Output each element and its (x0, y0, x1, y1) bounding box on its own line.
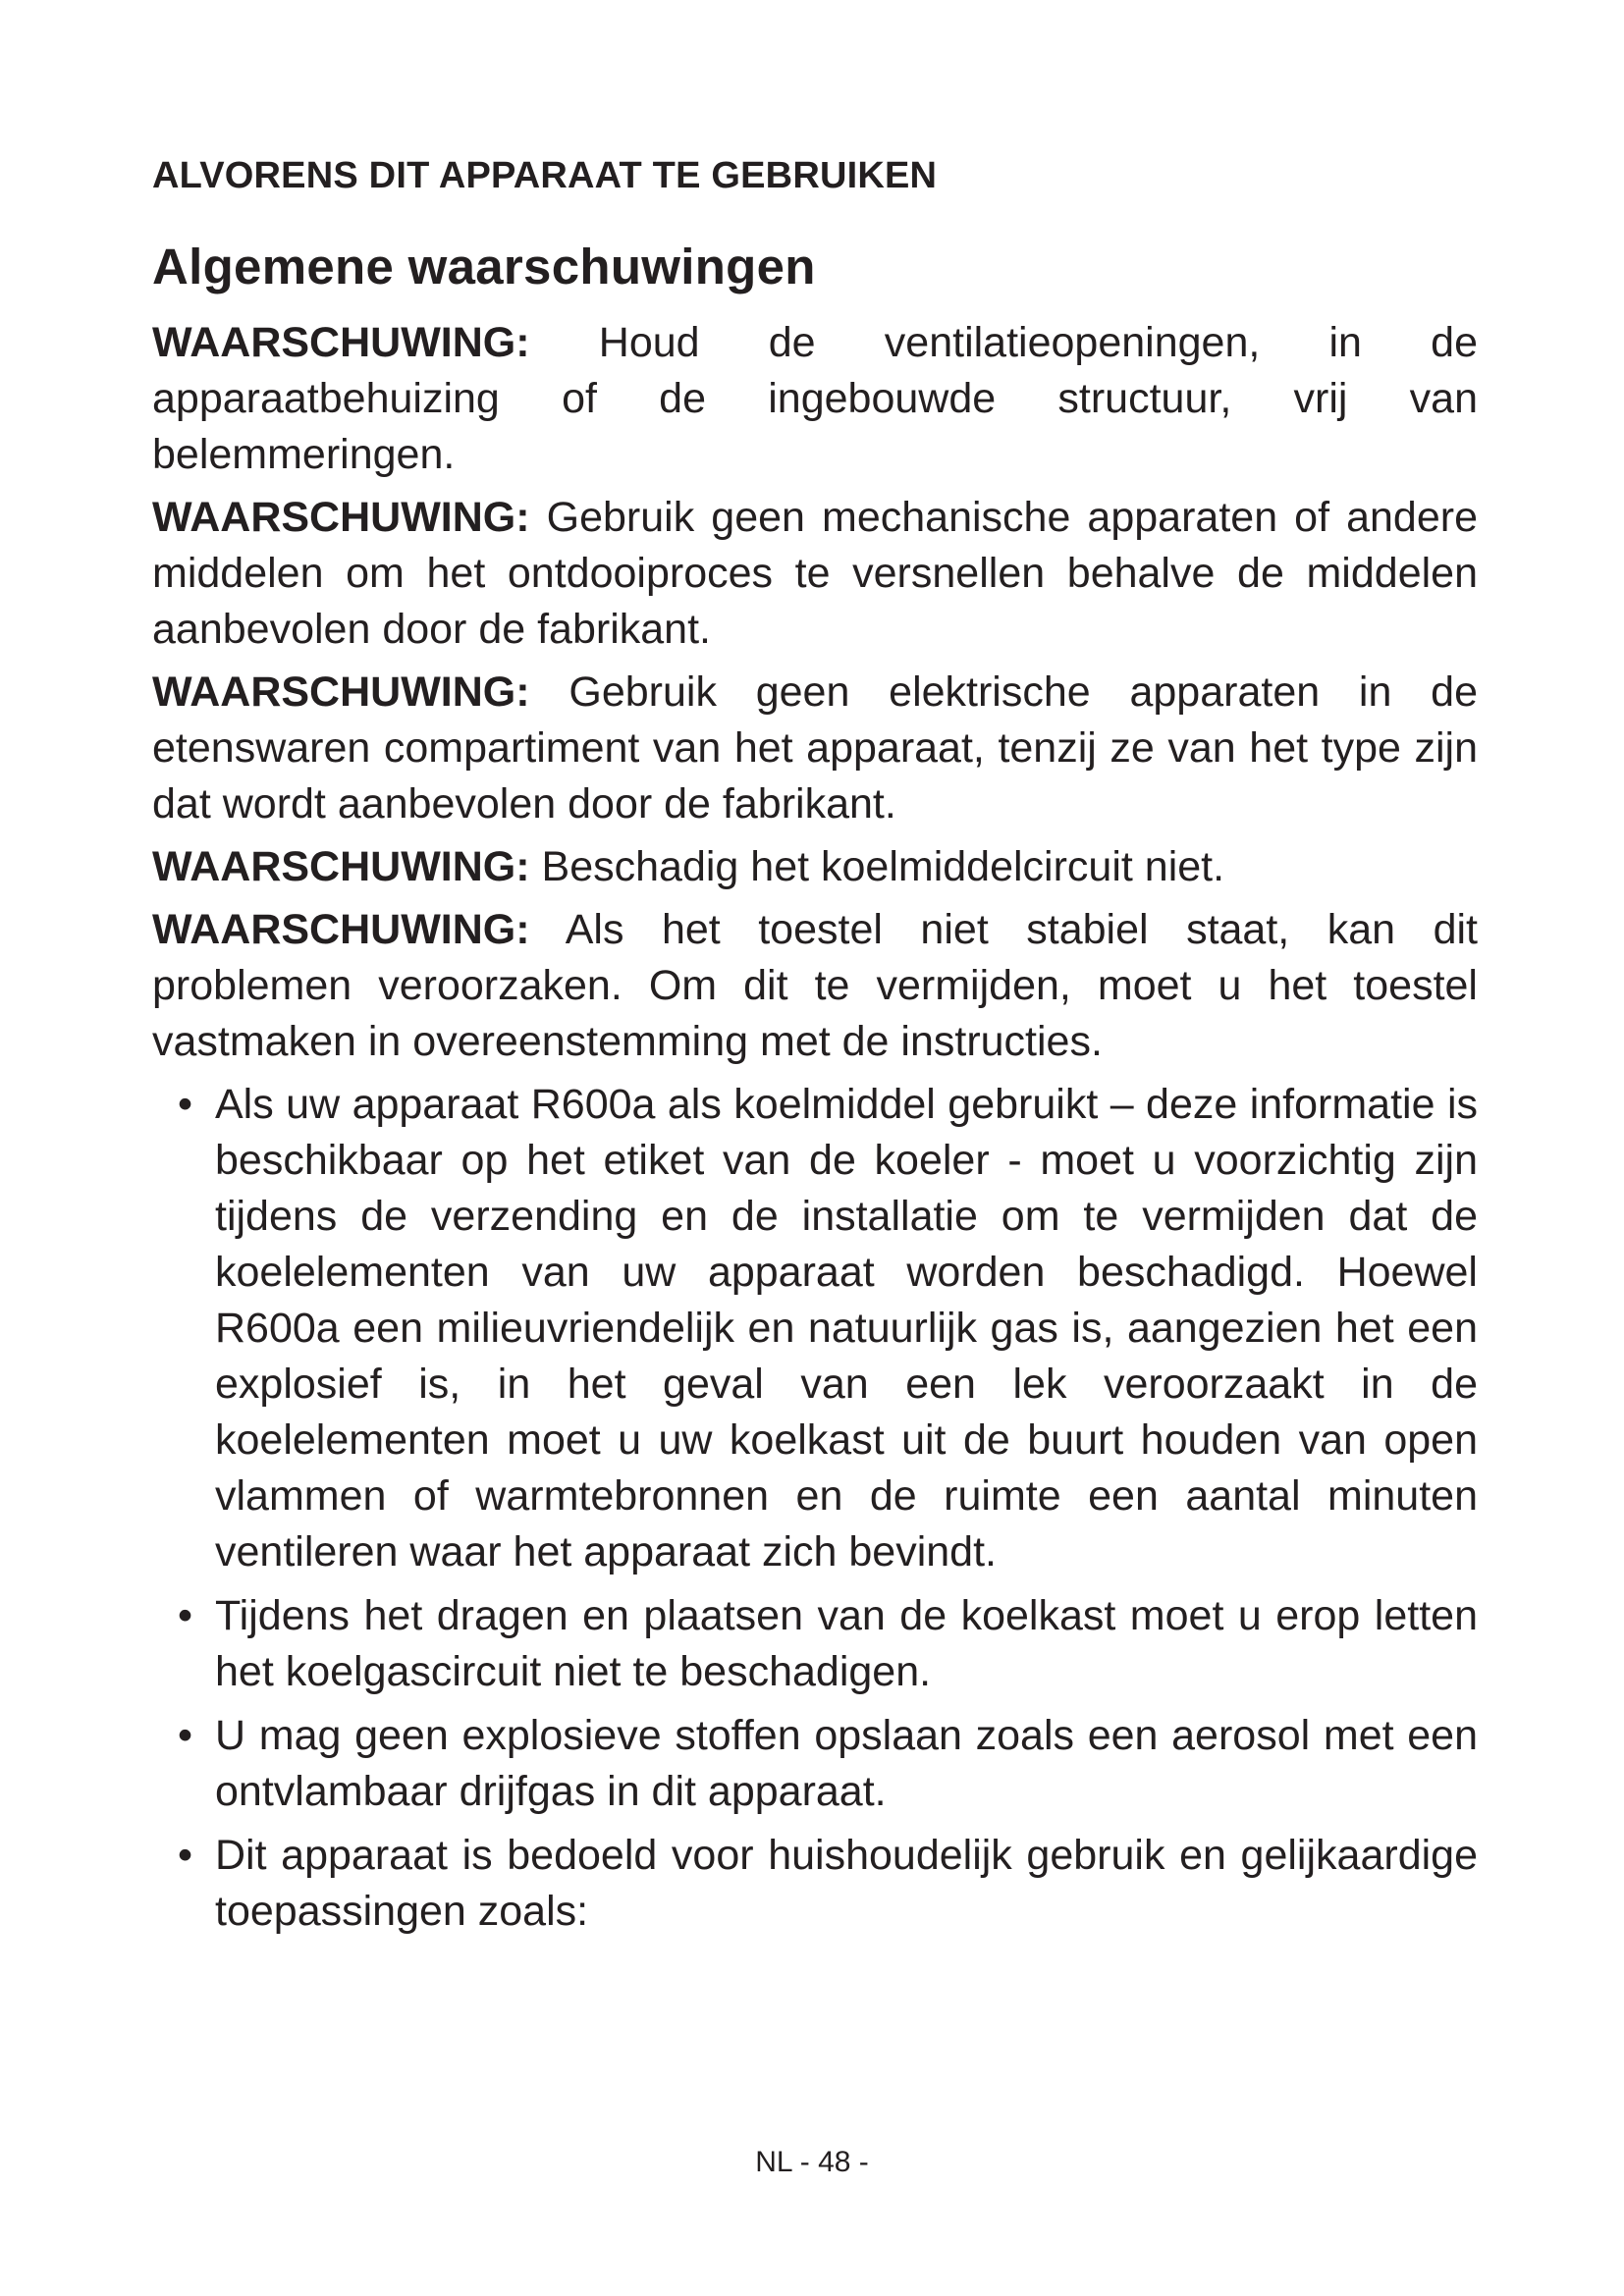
warning-text: Als het toestel niet stabiel staat, kan dit problemen veroorzaken. Om dit te vermijden, moet u het toestel vastmaken in overeenstemming met de instructies. (152, 906, 1478, 1065)
bullet-item (178, 1588, 1478, 1700)
bullet-text: Tijdens het dragen en plaatsen van de koelkast moet u erop letten het koelgascircuit niet te beschadigen. (215, 1592, 1478, 1695)
bullet-icon: • (178, 1712, 193, 1759)
warning-label: WAARSCHUWING: (152, 668, 530, 716)
page-number: NL - 48 - (755, 2146, 869, 2178)
bullet-icon: • (178, 1832, 193, 1879)
warning-text: Gebruik geen mechanische apparaten of andere middelen om het ontdooiproces te versnellen behalve de middelen aanbevolen door de fabrikant. (152, 494, 1478, 653)
bullet-item (178, 1077, 1478, 1580)
bullet-icon: • (178, 1592, 193, 1639)
bullet-icon: • (178, 1081, 193, 1128)
warning-paragraph (152, 490, 1478, 658)
warning-label: WAARSCHUWING: (152, 319, 530, 366)
bullet-list (152, 1077, 1478, 1940)
warning-paragraph (152, 315, 1478, 483)
bullet-item (178, 1828, 1478, 1940)
warning-label: WAARSCHUWING: (152, 494, 530, 541)
bullet-text: Dit apparaat is bedoeld voor huishoudelijk gebruik en gelijkaardige toepassingen zoals: (215, 1832, 1478, 1935)
warning-paragraph (152, 839, 1478, 895)
warning-paragraph (152, 665, 1478, 832)
bullet-text: U mag geen explosieve stoffen opslaan zoals een aerosol met een ontvlambaar drijfgas in dit apparaat. (215, 1712, 1478, 1815)
bullet-item (178, 1708, 1478, 1820)
warning-text: Gebruik geen elektrische apparaten in de etenswaren compartiment van het apparaat, tenzij ze van het type zijn dat wordt aanbevolen door de fabrikant. (152, 668, 1479, 828)
section-title: ALVORENS DIT APPARAAT TE GEBRUIKEN (152, 155, 938, 196)
warning-text: Beschadig het koelmiddelcircuit niet. (541, 843, 1225, 890)
document-page (152, 157, 1478, 1948)
warning-label: WAARSCHUWING: (152, 906, 530, 953)
bullet-text: Als uw apparaat R600a als koelmiddel gebruikt – deze informatie is beschikbaar op het etiket van de koeler - moet u voorzichtig zijn tijdens de verzending en de installatie om te vermijden dat de koelelementen van uw apparaat worden beschadigd. Hoewel R600a een milieuvriendelijk en natuurlijk gas is, aangezien het een explosief is, in het geval van een lek veroorzaakt in de koelelementen moet u uw koelkast uit de buurt houden van open vlammen of warmtebronnen en de ruimte een aantal minuten ventileren waar het apparaat zich bevindt. (215, 1081, 1478, 1575)
warning-text: Houd de ventilatieopeningen, in de apparaatbehuizing of de ingebouwde structuur, vrij van belemmeringen. (152, 319, 1478, 478)
warning-label: WAARSCHUWING: (152, 843, 530, 890)
warning-paragraph (152, 902, 1478, 1070)
page-heading: Algemene waarschuwingen (152, 239, 816, 294)
